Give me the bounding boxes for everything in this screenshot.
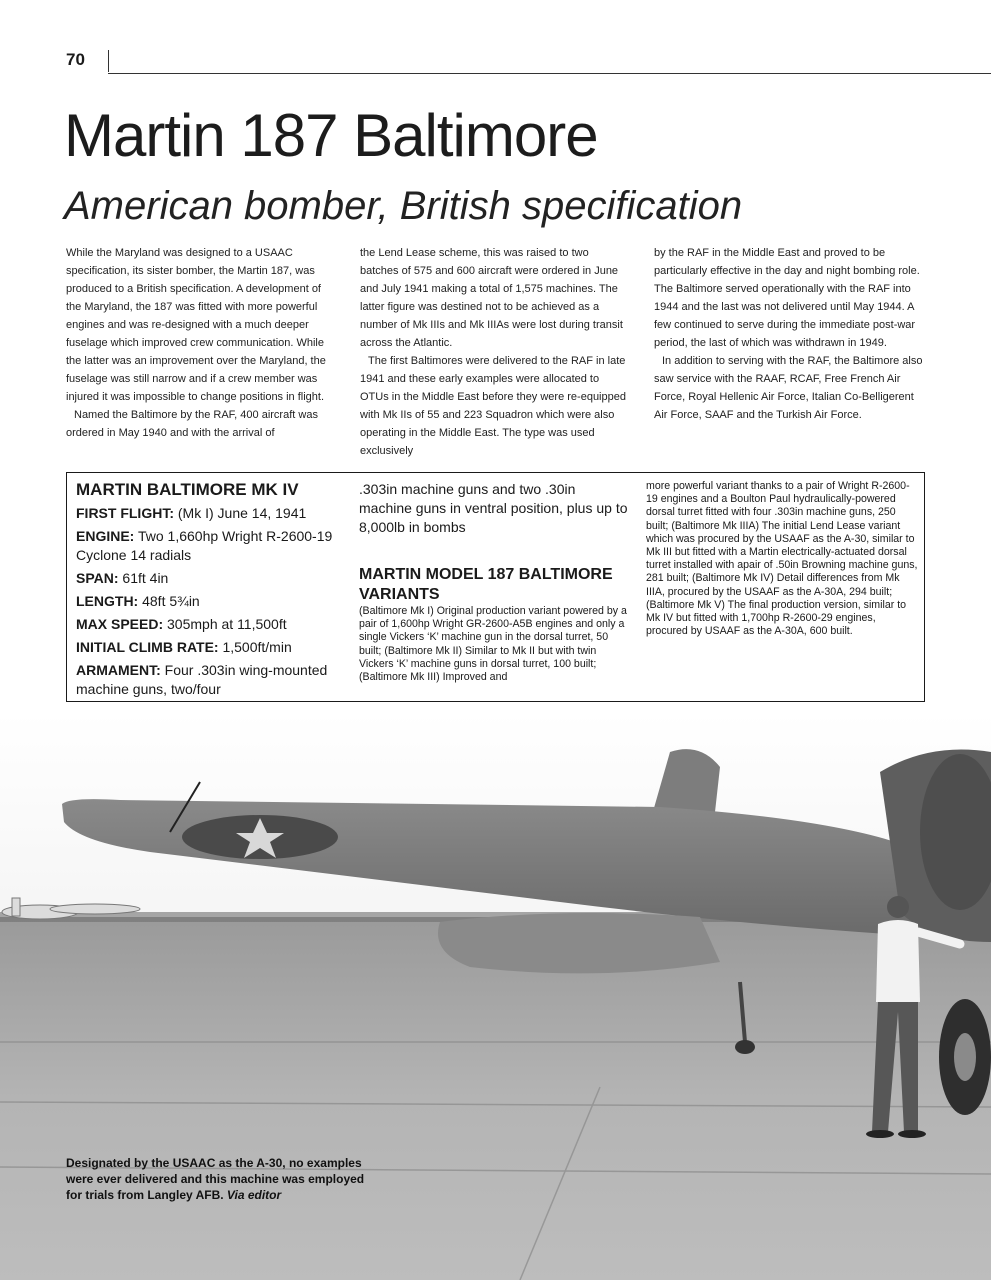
article-title: Martin 187 Baltimore [64, 102, 598, 169]
paragraph: the Lend Lease scheme, this was raised to two batches of 575 and 600 aircraft were ordered in June and July 1941 making a total of 1,575 machines. The latter figure was destined not to be achieved as a number of Mk IIIs and Mk IIIAs were lost during transit across the Atlantic. [360, 247, 623, 349]
paragraph: In addition to serving with the RAF, the Baltimore also saw service with the RAAF, RCAF, Free French Air Force, Royal Hellenic Air Force, Italian Co-Belligerent Air Force, SAAF and the Turkish Air Force. [654, 355, 923, 421]
spec-first-flight: FIRST FLIGHT: (Mk I) June 14, 1941 [76, 505, 307, 521]
intro-column-2 [360, 244, 630, 460]
variants-text: (Baltimore Mk I) Original production variant powered by a pair of 1,600hp Wright GR-2600-A5B engines and only a single Vickers ‘K’ machine gun in the dorsal turret, 50 built; (Baltimore Mk II) Similar to Mk II but with twin Vickers ‘K’ machine guns in dorsal turret, 100 built; (Baltimore Mk III) Improved and [359, 605, 627, 684]
variants-text-continued: more powerful variant thanks to a pair of Wright R-2600-19 engines and a Boulton Paul hydraulically-powered dorsal turret fitted with four .303in machine guns, 250 built; (Baltimore Mk IIIA) The initial Lend Lease variant which was procured by the USAAF as the A-30, similar to Mk III but fitted with a Martin electrically-actuated dorsal turret installed with apair of .50in Browning machine guns, 281 built; (Baltimore Mk IV) Detail differences from Mk IIIA, procured by the USAAF as the A-30A, 294 built; (Baltimore Mk V) The final production version, similar to Mk IV but fitted with 1,700hp R-2600-29 engines, procured by USAAF as the A-30A, 600 built. [646, 480, 918, 638]
spec-column-1 [67, 473, 350, 701]
armament-continued: .303in machine guns and two .30in machine guns in ventral position, plus up to 8,000lb in bombs [359, 481, 628, 535]
spec-column-3 [637, 473, 926, 701]
page-number: 70 [66, 50, 85, 69]
specification-box [66, 472, 925, 702]
caption-credit: Via editor [226, 1188, 282, 1202]
intro-column-1 [66, 244, 336, 460]
spec-length: LENGTH: 48ft 5¾in [76, 593, 200, 609]
paragraph: Named the Baltimore by the RAF, 400 aircraft was ordered in May 1940 and with the arrival of [66, 409, 318, 439]
spec-max-speed: MAX SPEED: 305mph at 11,500ft [76, 616, 287, 632]
header-rule [108, 73, 991, 74]
caption-text: Designated by the USAAC as the A-30, no examples were ever delivered and this machine was employed for trials from Langley AFB. [66, 1156, 365, 1202]
intro-text [66, 244, 926, 460]
article-subtitle: American bomber, British specification [64, 184, 743, 228]
spec-armament: ARMAMENT: Four .303in wing-mounted machine guns, two/four [76, 662, 328, 697]
paragraph: by the RAF in the Middle East and proved to be particularly effective in the day and night bombing role. The Baltimore served operationally with the RAF into 1944 and the last was not delivered until May 1944. A few continued to serve during the immediate post-war period, the last of which was withdrawn in 1949. [654, 247, 920, 349]
spec-heading: MARTIN BALTIMORE MK IV [76, 480, 299, 499]
paragraph: The first Baltimores were delivered to the RAF in late 1941 and these early examples were allocated to OTUs in the Middle East before they were re-equipped with Mk IIs of 55 and 223 Squadron which were also operating in the Middle East. The type was used exclusively [360, 355, 626, 457]
spec-span: SPAN: 61ft 4in [76, 570, 169, 586]
spec-engine: ENGINE: Two 1,660hp Wright R-2600-19 Cyclone 14 radials [76, 528, 333, 563]
intro-column-3 [654, 244, 924, 460]
paragraph: While the Maryland was designed to a USAAC specification, its sister bomber, the Martin 187, was produced to a British specification. A development of the Maryland, the 187 was fitted with more powerful engines and was re-designed with a much deeper fuselage which improved crew communication. While the latter was an improvement over the Maryland, the fuselage was still narrow and if a crew member was injured it was impossible to change positions in flight. [66, 247, 326, 403]
spec-climb-rate: INITIAL CLIMB RATE: 1,500ft/min [76, 639, 292, 655]
spec-column-2 [350, 473, 637, 701]
photo-caption [66, 1155, 376, 1203]
header-separator [108, 50, 109, 72]
variants-heading: MARTIN MODEL 187 BALTIMORE VARIANTS [359, 566, 613, 603]
